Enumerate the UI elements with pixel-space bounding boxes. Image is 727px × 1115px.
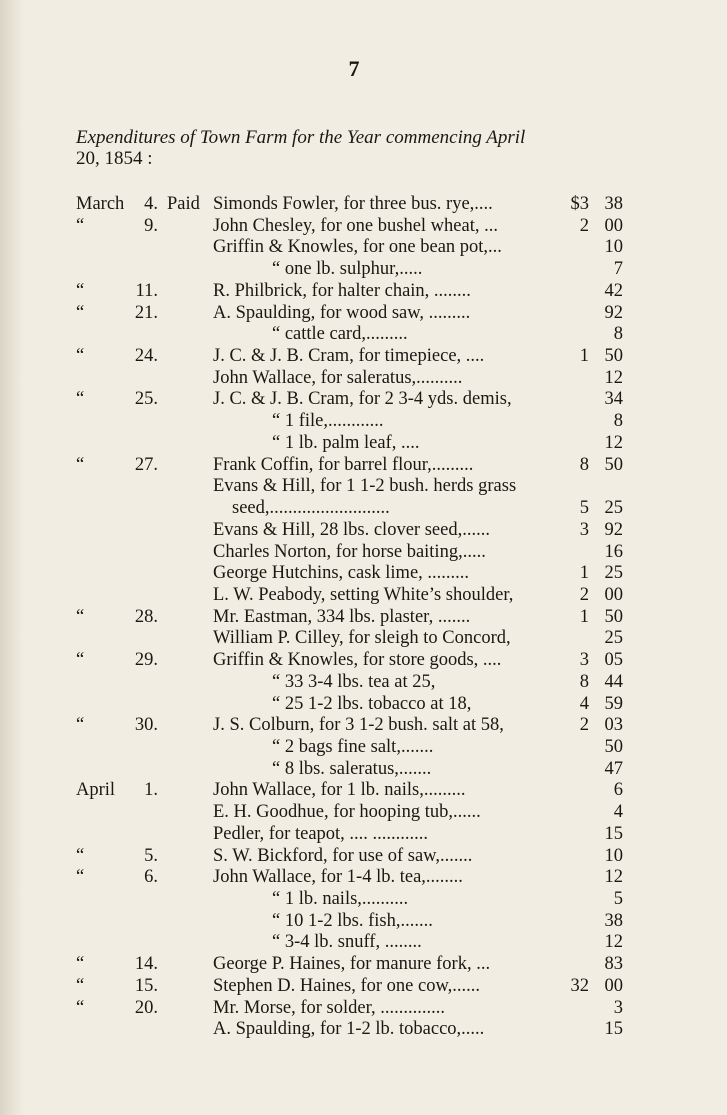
entry-cents: 38 <box>604 194 623 214</box>
entry-day: 11. <box>135 280 158 301</box>
entry-dollars: 4 <box>579 693 589 714</box>
entry-cents: 8 <box>613 324 623 345</box>
entry-month: April <box>76 780 116 801</box>
entry-dollars: 32 <box>570 975 589 996</box>
ledger-row <box>0 976 727 998</box>
entry-cents: 38 <box>604 910 623 931</box>
entry-dollars: 1 <box>579 606 589 627</box>
entry-description: L. W. Peabody, setting White’s shoulder, <box>213 584 514 605</box>
entry-description: John Wallace, for 1 lb. nails,......... <box>213 780 466 801</box>
ledger-row <box>0 1019 727 1041</box>
entry-dollars: 2 <box>579 584 589 605</box>
entry-dollars: 8 <box>579 454 589 475</box>
entry-description: S. W. Bickford, for use of saw,....... <box>213 845 473 866</box>
ledger-row <box>0 389 727 411</box>
entry-cents: 83 <box>604 954 623 975</box>
entry-description: Simonds Fowler, for three bus. rye,.... <box>213 194 493 214</box>
entry-cents: 3 <box>613 997 623 1018</box>
entry-cents: 15 <box>604 1019 623 1040</box>
entry-description: William P. Cilley, for sleigh to Concord, <box>213 628 511 649</box>
entry-day: 5. <box>144 845 158 866</box>
ledger-row <box>0 411 727 433</box>
entry-ditto-description: “ cattle card,......... <box>272 324 408 345</box>
entry-description-continued: seed,.......................... <box>232 498 390 519</box>
entry-cents: 92 <box>604 302 623 323</box>
ledger-row <box>0 954 727 976</box>
entry-day: 14. <box>134 954 158 975</box>
entry-dollars: 5 <box>579 498 589 519</box>
entry-ditto-description: “ 10 1-2 lbs. fish,....... <box>272 910 433 931</box>
entry-cents: 00 <box>604 975 623 996</box>
entry-cents: 10 <box>604 845 623 866</box>
entry-month: “ <box>76 975 85 996</box>
entry-description: Griffin & Knowles, for one bean pot,... <box>213 237 502 258</box>
ledger-row <box>0 802 727 824</box>
entry-cents: 15 <box>604 823 623 844</box>
entry-cents: 00 <box>604 215 623 236</box>
ledger-row <box>0 737 727 759</box>
ledger-row <box>0 759 727 781</box>
entry-month: “ <box>76 454 85 475</box>
entry-description: George Hutchins, cask lime, ......... <box>213 563 470 584</box>
entry-ditto-description: “ 25 1-2 lbs. tobacco at 18, <box>272 693 472 714</box>
entry-description: George P. Haines, for manure fork, ... <box>213 954 491 975</box>
entry-description: Mr. Eastman, 334 lbs. plaster, ....... <box>213 606 471 627</box>
entry-cents: 50 <box>604 454 623 475</box>
entry-day: 20. <box>134 997 158 1018</box>
entry-month: “ <box>76 954 85 975</box>
entry-month: “ <box>76 606 85 627</box>
entry-cents: 7 <box>613 259 623 280</box>
entry-paid-label: Paid <box>167 194 200 214</box>
ledger-row <box>0 585 727 607</box>
entry-description: Stephen D. Haines, for one cow,...... <box>213 975 480 996</box>
ledger-row <box>0 998 727 1020</box>
entry-ditto-description: “ 2 bags fine salt,....... <box>272 736 434 757</box>
entry-cents: 34 <box>604 389 623 410</box>
ledger-row <box>0 911 727 933</box>
ledger-row <box>0 650 727 672</box>
entry-description: Evans & Hill, for 1 1-2 bush. herds grass <box>213 476 517 497</box>
entry-dollars: 3 <box>579 519 589 540</box>
entry-cents: 8 <box>613 411 623 432</box>
entry-description: Evans & Hill, 28 lbs. clover seed,...... <box>213 519 490 540</box>
entry-cents: 44 <box>604 671 623 692</box>
entry-month: “ <box>76 715 85 736</box>
entry-description: A. Spaulding, for wood saw, ......... <box>213 302 471 323</box>
entry-description: J. C. & J. B. Cram, for timepiece, .... <box>213 346 485 367</box>
entry-description: Pedler, for teapot, .... ............ <box>213 823 429 844</box>
entry-month: “ <box>76 302 85 323</box>
entry-description: J. S. Colburn, for 3 1-2 bush. salt at 58, <box>213 715 504 736</box>
entry-ditto-description: “ 1 file,............ <box>272 411 384 432</box>
entry-dollars: 8 <box>579 671 589 692</box>
ledger-row <box>0 867 727 889</box>
entry-cents: 47 <box>604 758 623 779</box>
entry-cents: 16 <box>604 541 623 562</box>
entry-day: 30. <box>134 715 158 736</box>
entry-cents: 12 <box>604 367 623 388</box>
entry-dollars: $3 <box>570 194 589 214</box>
entry-cents: 6 <box>613 780 623 801</box>
entry-ditto-description: “ 3-4 lb. snuff, ........ <box>272 932 422 953</box>
entry-description: J. C. & J. B. Cram, for 2 3-4 yds. demis, <box>213 389 512 410</box>
entry-day: 28. <box>134 606 158 627</box>
entry-cents: 50 <box>604 346 623 367</box>
ledger-row <box>0 216 727 238</box>
heading-title: Expenditures of Town Farm for the Year commencing April <box>76 127 526 148</box>
entry-month: “ <box>76 280 85 301</box>
entry-day: 21. <box>134 302 158 323</box>
ledger-row <box>0 259 727 281</box>
entry-day: 9. <box>144 215 158 236</box>
entry-description: John Wallace, for 1-4 lb. tea,........ <box>213 867 463 888</box>
entry-month: “ <box>76 997 85 1018</box>
entry-month: “ <box>76 650 85 671</box>
entry-description: Griffin & Knowles, for store goods, .... <box>213 650 502 671</box>
entry-dollars: 1 <box>579 346 589 367</box>
ledger-row <box>0 932 727 954</box>
entry-cents: 92 <box>604 519 623 540</box>
ledger-row <box>0 303 727 325</box>
entry-ditto-description: “ 1 lb. palm leaf, .... <box>272 432 420 453</box>
entry-cents: 03 <box>604 715 623 736</box>
entry-cents: 25 <box>604 498 623 519</box>
entry-month: “ <box>76 845 85 866</box>
entry-ditto-description: “ 8 lbs. saleratus,....... <box>272 758 432 779</box>
ledger-row <box>0 824 727 846</box>
entry-description: John Wallace, for saleratus,.......... <box>213 367 463 388</box>
entry-cents: 12 <box>604 432 623 453</box>
entry-cents: 25 <box>604 563 623 584</box>
entry-dollars: 1 <box>579 563 589 584</box>
ledger-row <box>0 237 727 259</box>
entry-day: 6. <box>144 867 158 888</box>
ledger-row <box>0 694 727 716</box>
entry-dollars: 2 <box>579 715 589 736</box>
entry-day: 15. <box>134 975 158 996</box>
entry-description: Charles Norton, for horse baiting,..... <box>213 541 486 562</box>
ledger-row <box>0 346 727 368</box>
entry-description: E. H. Goodhue, for hooping tub,...... <box>213 802 481 823</box>
ledger-row <box>0 433 727 455</box>
entry-month: “ <box>76 867 85 888</box>
entry-month: March <box>76 194 125 214</box>
entry-day: 24. <box>134 346 158 367</box>
ledger-row <box>0 607 727 629</box>
entry-description: John Chesley, for one bushel wheat, ... <box>213 215 498 236</box>
entry-ditto-description: “ one lb. sulphur,..... <box>272 259 423 280</box>
entry-cents: 00 <box>604 584 623 605</box>
entry-ditto-description: “ 33 3-4 lbs. tea at 25, <box>272 671 436 692</box>
ledger-row <box>0 476 727 498</box>
entry-dollars: 3 <box>579 650 589 671</box>
entry-month: “ <box>76 215 85 236</box>
entry-cents: 50 <box>604 606 623 627</box>
heading-date: 20, 1854 : <box>76 148 153 169</box>
ledger-row <box>0 455 727 477</box>
entry-cents: 5 <box>613 889 623 909</box>
entry-ditto-description: “ 1 lb. nails,.......... <box>272 889 409 909</box>
entry-cents: 10 <box>604 237 623 258</box>
entry-cents: 12 <box>604 867 623 888</box>
entry-cents: 50 <box>604 736 623 757</box>
ledger-row <box>0 780 727 802</box>
ledger-row <box>0 563 727 585</box>
ledger-row <box>0 324 727 346</box>
entry-cents: 42 <box>604 280 623 301</box>
expenditure-ledger <box>0 194 727 1041</box>
entry-description: Frank Coffin, for barrel flour,......... <box>213 454 474 475</box>
ledger-row <box>0 542 727 564</box>
ledger-row <box>0 194 727 216</box>
entry-cents: 12 <box>604 932 623 953</box>
entry-day: 27. <box>134 454 158 475</box>
entry-day: 4. <box>144 194 158 214</box>
ledger-row <box>0 628 727 650</box>
ledger-heading <box>76 127 636 169</box>
entry-cents: 59 <box>604 693 623 714</box>
entry-description: Mr. Morse, for solder, .............. <box>213 997 446 1018</box>
entry-description: R. Philbrick, for halter chain, ........ <box>213 280 471 301</box>
entry-month: “ <box>76 389 85 410</box>
entry-cents: 4 <box>613 802 623 823</box>
entry-description: A. Spaulding, for 1-2 lb. tobacco,..... <box>213 1019 485 1040</box>
ledger-row <box>0 281 727 303</box>
entry-day: 29. <box>134 650 158 671</box>
entry-dollars: 2 <box>579 215 589 236</box>
ledger-row <box>0 846 727 868</box>
ledger-row <box>0 889 727 911</box>
entry-day: 25. <box>134 389 158 410</box>
ledger-row <box>0 715 727 737</box>
page-number: 7 <box>348 56 360 81</box>
ledger-row <box>0 368 727 390</box>
ledger-row <box>0 672 727 694</box>
entry-cents: 05 <box>604 650 623 671</box>
entry-cents: 25 <box>604 628 623 649</box>
entry-month: “ <box>76 346 85 367</box>
entry-day: 1. <box>144 780 158 801</box>
ledger-row <box>0 520 727 542</box>
ledger-row <box>0 498 727 520</box>
